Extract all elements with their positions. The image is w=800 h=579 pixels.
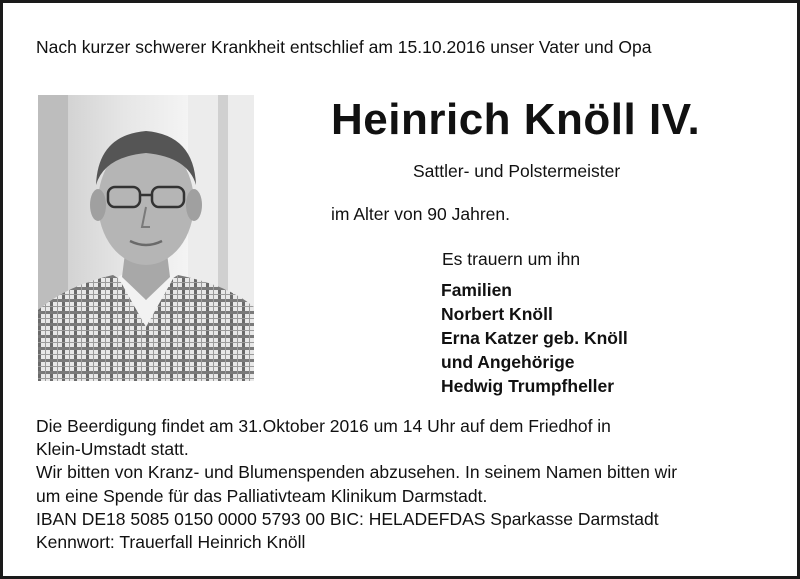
funeral-line: IBAN DE18 5085 0150 0000 5793 00 BIC: HELADEFDAS Sparkasse Darmstadt (36, 508, 659, 529)
mourner-item: und Angehörige (441, 352, 575, 372)
deceased-name: Heinrich Knöll IV. (331, 95, 701, 144)
profession-text: Sattler- und Polstermeister (413, 161, 621, 181)
funeral-line: Klein-Umstadt statt. (36, 439, 189, 460)
age-text: im Alter von 90 Jahren. (331, 204, 510, 224)
mourning-intro-text: Es trauern um ihn (442, 249, 581, 269)
portrait-photo (38, 95, 254, 381)
mourner-item: Erna Katzer geb. Knöll (441, 328, 628, 348)
intro-text: Nach kurzer schwerer Krankheit entschlief am 15.10.2016 unser Vater und Opa (36, 37, 652, 57)
mourners-list (441, 278, 628, 398)
funeral-line: Wir bitten von Kranz- und Blumenspenden abzusehen. In seinem Namen bitten wir (36, 462, 678, 483)
funeral-details (36, 415, 677, 554)
funeral-line: Kennwort: Trauerfall Heinrich Knöll (36, 531, 306, 552)
funeral-line: Die Beerdigung findet am 31.Oktober 2016 um 14 Uhr auf dem Friedhof in (36, 416, 611, 436)
mourner-item: Norbert Knöll (441, 304, 553, 324)
mourner-item: Hedwig Trumpfheller (441, 376, 615, 396)
mourner-item: Familien (441, 280, 512, 300)
funeral-line: um eine Spende für das Palliativteam Klinikum Darmstadt. (36, 485, 488, 506)
